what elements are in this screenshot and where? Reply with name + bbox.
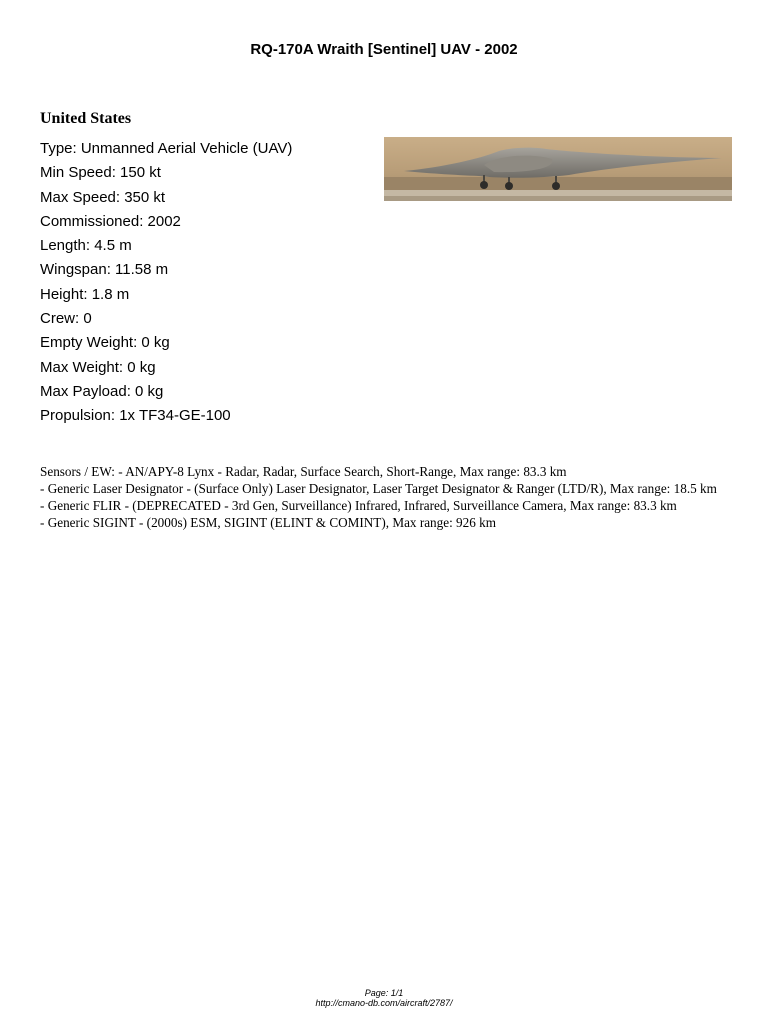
spec-wingspan: Wingspan: 11.58 m	[40, 261, 169, 279]
sensors-block	[40, 463, 730, 531]
spec-max-payload: Max Payload: 0 kg	[40, 382, 164, 400]
page-title: RQ-170A Wraith [Sentinel] UAV - 2002	[250, 41, 518, 58]
photo-runway	[384, 190, 732, 196]
spec-max-weight: Max Weight: 0 kg	[40, 358, 156, 376]
spec-propulsion: Propulsion: 1x TF34-GE-100	[40, 407, 231, 425]
main-wheel-right	[552, 182, 560, 190]
source-url: http://cmano-db.com/aircraft/2787/	[315, 998, 453, 1008]
spec-type: Type: Unmanned Aerial Vehicle (UAV)	[40, 140, 293, 157]
spec-empty-weight: Empty Weight: 0 kg	[40, 334, 170, 352]
spec-commissioned: Commissioned: 2002	[40, 212, 181, 230]
nose-wheel	[480, 181, 488, 189]
photo-runway-edge	[384, 196, 732, 201]
sensor-line-1: Sensors / EW: - AN/APY-8 Lynx - Radar, Radar, Surface Search, Short-Range, Max range: 83.3 km	[40, 464, 567, 479]
spec-list	[40, 139, 292, 431]
aircraft-photo	[384, 137, 732, 201]
country-heading: United States	[40, 110, 132, 127]
spec-min-speed: Min Speed: 150 kt	[40, 164, 161, 182]
spec-crew: Crew: 0	[40, 310, 92, 328]
spec-max-speed: Max Speed: 350 kt	[40, 188, 166, 206]
page-footer	[0, 988, 768, 1008]
sensor-line-3: - Generic FLIR - (DEPRECATED - 3rd Gen, Surveillance) Infrared, Infrared, Surveillance Camera, Max range: 83.3 km	[40, 498, 677, 513]
spec-length: Length: 4.5 m	[40, 237, 132, 255]
page-number: Page: 1/1	[364, 988, 404, 998]
main-wheel-left	[505, 182, 513, 190]
sensor-line-2: - Generic Laser Designator - (Surface Only) Laser Designator, Laser Target Designator & Ranger (LTD/R), Max range: 18.5 km	[40, 481, 717, 496]
sensor-line-4: - Generic SIGINT - (2000s) ESM, SIGINT (ELINT & COMINT), Max range: 926 km	[40, 515, 496, 530]
spec-height: Height: 1.8 m	[40, 285, 130, 303]
